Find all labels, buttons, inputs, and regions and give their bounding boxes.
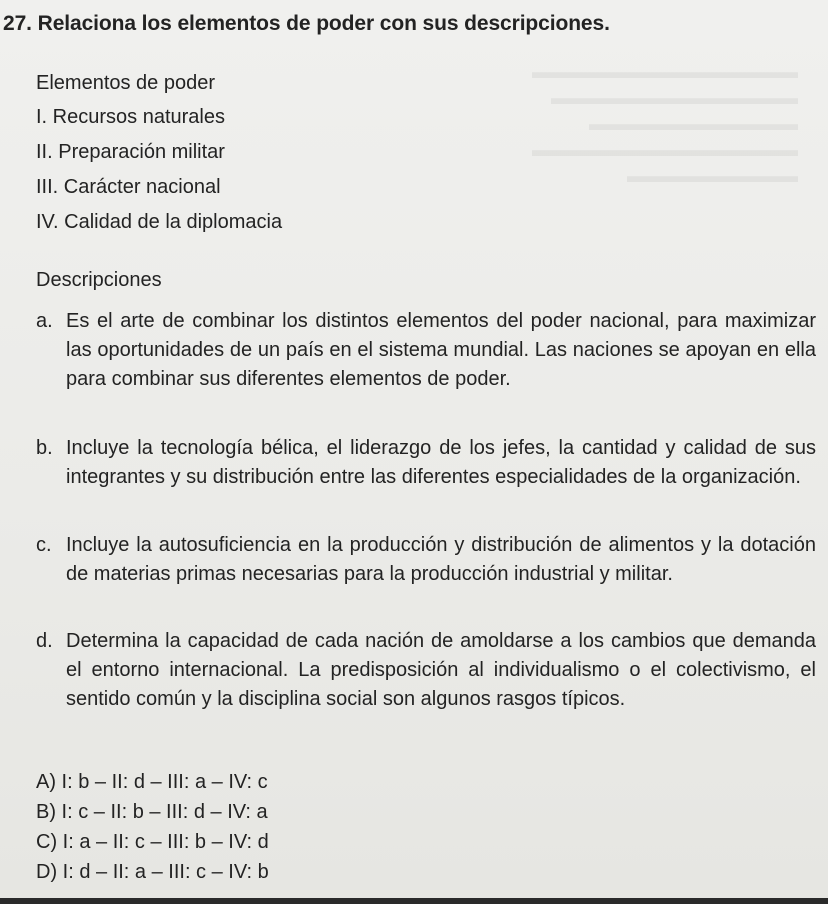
element-item: I. Recursos naturales — [36, 106, 225, 128]
answer-option-b[interactable]: B) I: c – II: b – III: d – IV: a — [36, 801, 268, 823]
answer-option-d[interactable]: D) I: d – II: a – III: c – IV: b — [36, 861, 269, 883]
answer-option-a[interactable]: A) I: b – II: d – III: a – IV: c — [36, 771, 268, 793]
description-letter: c. — [36, 534, 52, 556]
answer-option-c[interactable]: C) I: a – II: c – III: b – IV: d — [36, 831, 269, 853]
description-letter: b. — [36, 437, 53, 459]
description-item — [36, 627, 816, 714]
description-text: Determina la capacidad de cada nación de amoldarse a los cambios que demanda el entorno internacional. La predisposición al individualismo o el colectivismo, el sentido común y la disciplina social son algunos rasgos típicos. — [66, 630, 816, 710]
description-letter: a. — [36, 310, 53, 332]
element-item: IV. Calidad de la diplomacia — [36, 211, 283, 233]
descriptions-heading: Descripciones — [36, 269, 162, 291]
description-text: Incluye la tecnología bélica, el liderazgo de los jefes, la cantidad y calidad de sus integrantes y su distribución entre las diferentes especialidades de la organización. — [66, 437, 816, 488]
description-item — [36, 531, 816, 589]
description-item — [36, 434, 816, 492]
element-item: III. Carácter nacional — [36, 176, 221, 198]
description-item — [36, 307, 816, 394]
description-letter: d. — [36, 630, 53, 652]
element-item: II. Preparación militar — [36, 141, 225, 163]
question-title: 27. Relaciona los elementos de poder con sus descripciones. — [3, 12, 610, 35]
elements-heading: Elementos de poder — [36, 72, 216, 94]
description-text: Incluye la autosuficiencia en la producción y distribución de alimentos y la dotación de materias primas necesarias para la producción industrial y militar. — [66, 534, 816, 585]
description-text: Es el arte de combinar los distintos elementos del poder nacional, para maximizar las oportunidades de un país en el sistema mundial. Las naciones se apoyan en ella para combinar sus diferentes elementos de poder. — [66, 310, 816, 390]
bottom-edge — [0, 898, 828, 904]
